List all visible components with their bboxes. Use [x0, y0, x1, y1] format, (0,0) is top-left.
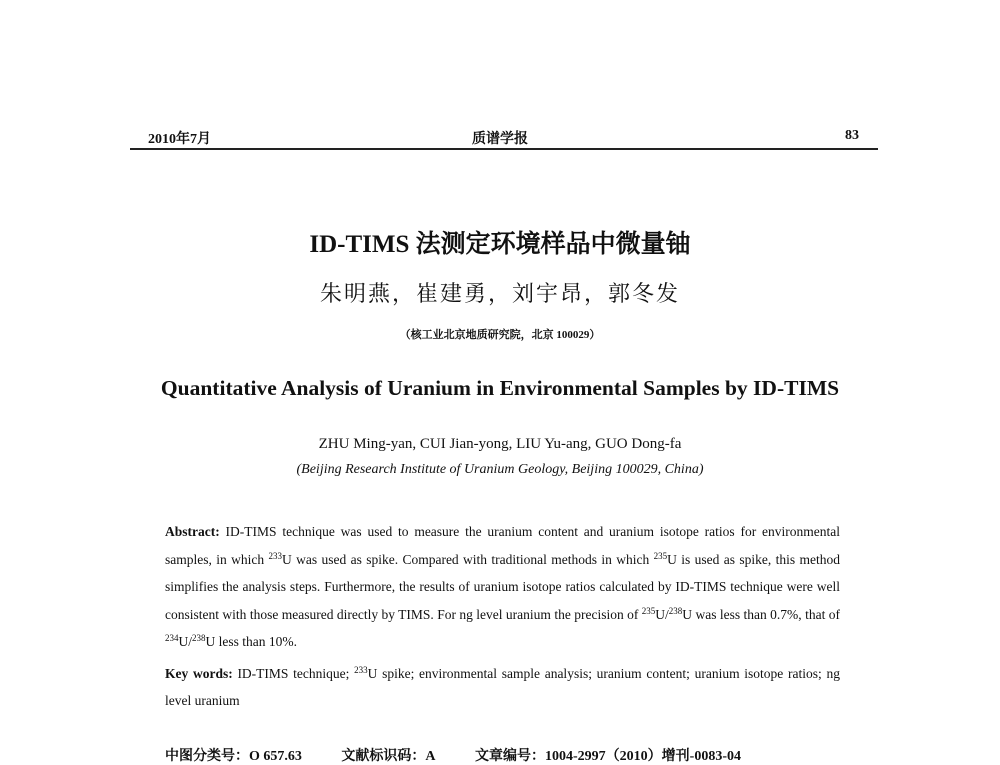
- abstract-text: U was less than 0.7%, that of: [682, 606, 840, 622]
- isotope-superscript: 233: [354, 664, 368, 675]
- keywords-paragraph: [165, 660, 840, 715]
- isotope-superscript: 235: [641, 605, 656, 616]
- english-title: Quantitative Analysis of Uranium in Environmental Samples by ID-TIMS: [160, 376, 840, 400]
- chinese-title: ID-TIMS 法测定环境样品中微量铀: [309, 231, 691, 258]
- abstract-paragraph: [165, 518, 840, 656]
- abstract-text: U/: [178, 634, 192, 649]
- abstract-text: ID-TIMS technique was used to measure the uranium content and uranium isotope ratios for environmental samples, in which: [165, 524, 840, 567]
- keywords-text: ID-TIMS technique;: [232, 665, 355, 681]
- isotope-superscript: 233: [268, 550, 282, 561]
- abstract-text: U is used as spike, this method simplifies the analysis steps. Furthermore, the results of uranium isotope ratios calculated by ID-TIMS technique were well consistent with those measured directly by TIMS. For ng level uranium the precision of: [165, 551, 840, 622]
- isotope-superscript: 238: [192, 633, 206, 643]
- abstract-block: [165, 518, 840, 715]
- classification-line: [165, 745, 865, 765]
- chinese-affiliation: （核工业北京地质研究院，北京 100029）: [399, 329, 601, 341]
- abstract-label: Abstract:: [165, 524, 220, 539]
- abstract-text: U less than 10%.: [205, 634, 297, 649]
- article-number: 文章编号：1004-2997（2010）增刊-0083-04: [475, 749, 742, 764]
- document-code: 文献标识码：A: [341, 749, 436, 764]
- abstract-text: U/: [655, 606, 669, 622]
- header-page-number: 83: [845, 128, 859, 143]
- isotope-superscript: 238: [668, 605, 683, 616]
- header-rule: [130, 148, 878, 150]
- abstract-text: U was used as spike. Compared with traditional methods in which: [281, 551, 654, 567]
- isotope-superscript: 235: [653, 550, 668, 561]
- isotope-superscript: 234: [165, 633, 179, 643]
- keywords-text: U spike; environmental sample analysis; uranium content; uranium isotope ratios; ng level uranium: [165, 665, 840, 708]
- english-affiliation: (Beijing Research Institute of Uranium Geology, Beijing 100029, China): [296, 462, 704, 477]
- english-authors: ZHU Ming-yan, CUI Jian-yong, LIU Yu-ang, GUO Dong-fa: [318, 436, 682, 452]
- chinese-authors: 朱明燕，崔建勇，刘宇昂，郭冬发: [319, 281, 680, 306]
- header-date: 2010年7月: [148, 132, 211, 147]
- keywords-label: Key words:: [165, 665, 233, 681]
- clc-number: 中图分类号：O 657.63: [165, 749, 302, 764]
- header-journal: 质谱学报: [472, 132, 528, 147]
